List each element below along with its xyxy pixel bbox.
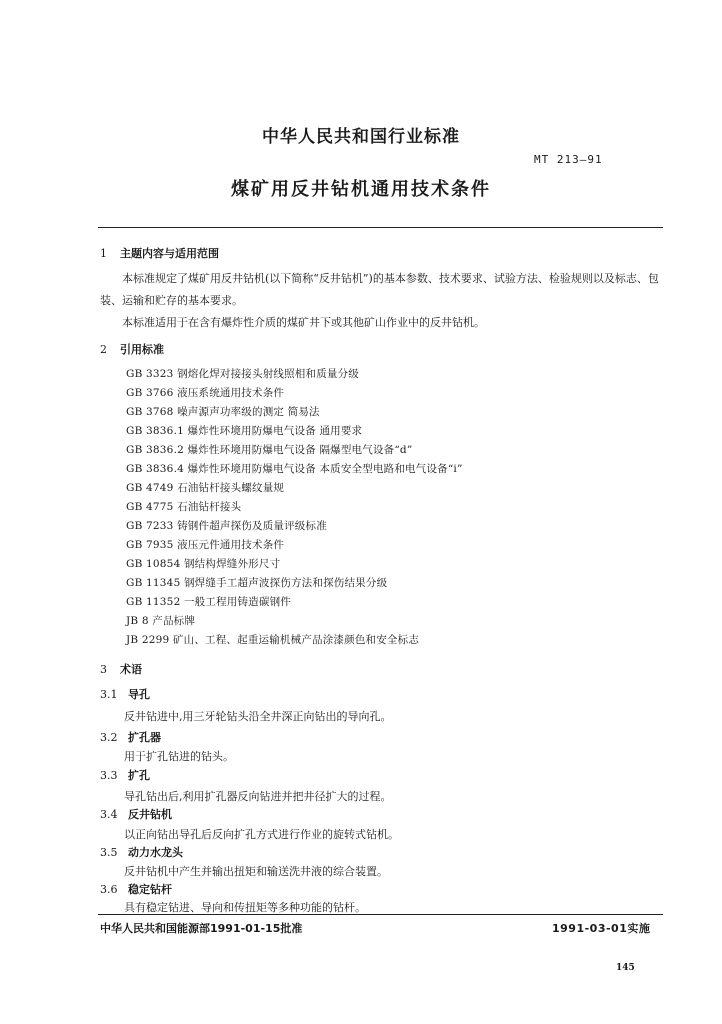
term-heading xyxy=(100,844,183,860)
term-definition: 用于扩孔钻进的钻头。 xyxy=(124,750,234,763)
term-heading xyxy=(100,686,150,702)
section-2-heading xyxy=(100,341,164,357)
reference-item: GB 7935 液压元件通用技术条件 xyxy=(126,539,285,551)
section-title: 主题内容与适用范围 xyxy=(120,247,219,260)
document-title: 煤矿用反井钻机通用技术条件 xyxy=(231,179,491,200)
footer-divider xyxy=(98,914,663,915)
section-3-heading xyxy=(100,661,142,677)
reference-item: GB 3766 液压系统通用技术条件 xyxy=(126,387,285,399)
term-number: 3.4 xyxy=(100,808,118,821)
term-number: 3.6 xyxy=(100,883,118,896)
reference-item: GB 3836.1 爆炸性环境用防爆电气设备 通用要求 xyxy=(126,425,363,437)
term-definition: 反井钻进中,用三牙轮钻头沿全井深正向钻出的导向孔。 xyxy=(124,710,392,723)
page-number: 145 xyxy=(616,963,635,973)
term-name: 反井钻机 xyxy=(128,808,172,821)
reference-item: GB 3836.4 爆炸性环境用防爆电气设备 本质安全型电路和电气设备“i” xyxy=(126,463,463,475)
implementation-date: 1991-03-01实施 xyxy=(552,922,651,935)
approval-date: 中华人民共和国能源部1991-01-15批准 xyxy=(100,922,303,935)
term-number: 3.3 xyxy=(100,769,118,782)
term-definition: 以正向钻出导孔后反向扩孔方式进行作业的旋转式钻机。 xyxy=(124,828,399,841)
paragraph: 本标准适用于在含有爆炸性介质的煤矿井下或其他矿山作业中的反井钻机。 xyxy=(122,316,485,329)
reference-item: JB 8 产品标牌 xyxy=(126,615,196,627)
term-name: 稳定钻杆 xyxy=(128,883,172,896)
reference-item: GB 3836.2 爆炸性环境用防爆电气设备 隔爆型电气设备“d” xyxy=(126,444,413,456)
term-number: 3.1 xyxy=(100,688,118,701)
term-definition: 具有稳定钻进、导向和传扭矩等多种功能的钻杆。 xyxy=(124,901,366,914)
reference-item: GB 3768 噪声源声功率级的测定 简易法 xyxy=(126,406,320,418)
reference-item: GB 11352 一般工程用铸造碳钢件 xyxy=(126,596,291,608)
term-heading xyxy=(100,881,172,897)
reference-item: JB 2299 矿山、工程、起重运输机械产品涂漆颜色和安全标志 xyxy=(126,634,420,646)
standard-number: MT 213—91 xyxy=(534,153,603,166)
reference-item: GB 3323 钢熔化焊对接接头射线照相和质量分级 xyxy=(126,368,359,380)
section-1-heading xyxy=(100,245,219,261)
paragraph: 本标准规定了煤矿用反井钻机(以下简称“反井钻机”)的基本参数、技术要求、试验方法、检验规则以及标志、包装、运输和贮存的基本要求。 xyxy=(100,272,659,307)
reference-item: GB 7233 铸钢件超声探伤及质量评级标准 xyxy=(126,520,327,532)
term-number: 3.5 xyxy=(100,846,118,859)
reference-item: GB 4775 石油钻杆接头 xyxy=(126,501,242,513)
section-title: 引用标准 xyxy=(120,343,164,356)
term-heading xyxy=(100,806,172,822)
header-divider xyxy=(98,227,663,228)
section-number: 1 xyxy=(100,247,107,260)
term-heading xyxy=(100,767,150,783)
term-name: 扩孔器 xyxy=(128,731,161,744)
term-number: 3.2 xyxy=(100,731,118,744)
term-name: 扩孔 xyxy=(128,769,150,782)
reference-item: GB 10854 钢结构焊缝外形尺寸 xyxy=(126,558,281,570)
standard-org-heading: 中华人民共和国行业标准 xyxy=(262,127,460,147)
section-1-body xyxy=(100,268,660,334)
term-definition: 反井钻机中产生并输出扭矩和输送洗井液的综合装置。 xyxy=(124,865,388,878)
term-name: 动力水龙头 xyxy=(128,846,183,859)
section-number: 3 xyxy=(100,663,107,676)
term-name: 导孔 xyxy=(128,688,150,701)
section-title: 术语 xyxy=(120,663,142,676)
term-definition: 导孔钻出后,利用扩孔器反向钻进并把井径扩大的过程。 xyxy=(124,790,392,803)
term-heading xyxy=(100,729,161,745)
reference-item: GB 4749 石油钻杆接头螺纹量规 xyxy=(126,482,285,494)
reference-item: GB 11345 钢焊缝手工超声波探伤方法和探伤结果分级 xyxy=(126,577,388,589)
section-number: 2 xyxy=(100,343,107,356)
